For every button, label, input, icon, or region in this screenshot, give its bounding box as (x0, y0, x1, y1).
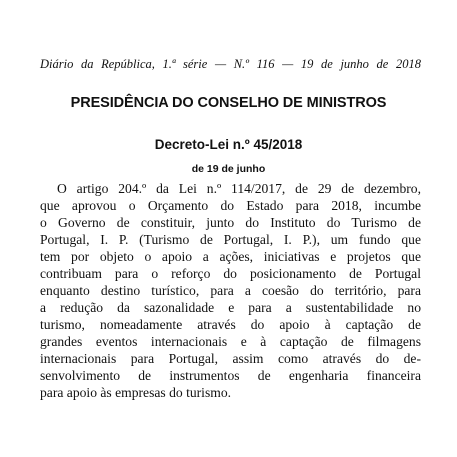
paragraph-line: que aprovou o Orçamento do Estado para 2018, incumbe (40, 198, 421, 213)
paragraph-line: grandes eventos internacionais e à captação de filmagens (40, 334, 421, 349)
paragraph-line: para apoio às empresas do turismo. (40, 385, 232, 400)
paragraph-line: tem por objeto o apoio a ações, iniciativas e projetos que (40, 249, 421, 264)
decree-paragraph (40, 180, 421, 401)
paragraph-line: senvolvimento de instrumentos de engenharia financeira (40, 368, 421, 383)
paragraph-line: Portugal, I. P. (Turismo de Portugal, I. P.), um fundo que (40, 232, 421, 247)
ministry-heading: PRESIDÊNCIA DO CONSELHO DE MINISTROS (70, 95, 387, 111)
paragraph-line: O artigo 204.º da Lei n.º 114/2017, de 29 de dezembro, (57, 181, 421, 196)
paragraph-line: internacionais para Portugal, assim como através do de- (40, 351, 421, 366)
paragraph-line: enquanto destino turístico, para a coesão do território, para (40, 283, 421, 298)
paragraph-line: turismo, nomeadamente através do apoio à captação de (40, 317, 421, 332)
decree-title: Decreto-Lei n.º 45/2018 (154, 137, 303, 152)
paragraph-line: a redução da sazonalidade e para a sustentabilidade no (40, 300, 421, 315)
paragraph-line: contribuam para o reforço do posicionamento de Portugal (40, 266, 421, 281)
publication-header: Diário da República, 1.ª série — N.º 116 — 19 de junho de 2018 (40, 57, 421, 71)
paragraph-line: o Governo de constituir, junto do Instituto do Turismo de (40, 215, 421, 230)
decree-date: de 19 de junho (191, 163, 266, 175)
